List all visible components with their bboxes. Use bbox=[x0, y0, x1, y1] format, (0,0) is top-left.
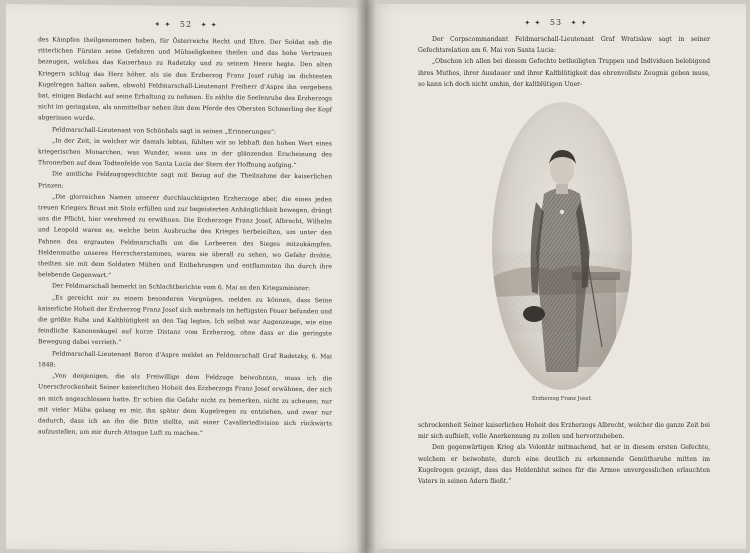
page-number-right: 53 bbox=[549, 18, 563, 27]
left-page bbox=[6, 4, 366, 553]
paragraph: Der Corpscommandant Feldmarschall-Lieutenant Graf Wratislaw sagt in seiner Gefechtsrelation am 6. Mai von Santa Lucia: bbox=[418, 36, 710, 55]
right-page-header bbox=[366, 18, 746, 27]
book-gutter bbox=[356, 0, 376, 553]
ornament-right-a: ✦ ✦ bbox=[524, 19, 542, 27]
portrait-engraving bbox=[492, 102, 632, 390]
paragraph: Der Feldmarschall bemerkt im Schlachtberichte vom 6. Mai an den Kriegsminister: bbox=[52, 282, 311, 293]
ornament-left-b: ✦ ✦ bbox=[200, 21, 218, 30]
paragraph: „Die glorreichen Namen unserer durchlauchtigsten Erzherzoge aber, die eines jeden treuen Kriegers Brust mit Stolz erfüllen und zur begeisterten Anhänglichkeit bewegen, drängt uns die Pflicht, hier verehrend zu erwähnen. Die Erzherzoge Franz Josef, Albrecht, Wilhelm und Leopold waren es, welche beim Ausbruche des Krieges herbeieilten, um unter den Fahnen des ergrauten Feldmarschalls um die Lorbeeren des Sieges mitzukämpfen. Heldenmuthe unseres Herrscherstammes, waren sie überall zu sehen, wo Gefahr drohte, theilten sie mit dem Soldaten Mühen und Entbehrungen und entflammten ihn durch ihre belebende Gegenwart.“ bbox=[38, 193, 332, 280]
right-page-body-bottom bbox=[418, 420, 710, 487]
paragraph: „Es gereicht mir zu einem besonderen Vergnügen, melden zu können, dass Seine kaiserliche Hoheit der Erzherzog Franz Josef sich mehrmals im heftigsten Feuer befunden und die größte Ruhe und Kaltblütigkeit an den Tag legten. Ich selbst war Augenzeuge, wie eine feindliche Kanonenkugel auf kurze Distanz vom Erzherzog, ohne dass er die geringste Bewegung dabei verrieth.“ bbox=[38, 294, 332, 347]
paragraph: Feldmarschall-Lieutenant von Schönhals sagt in seinen „Erinnerungen“: bbox=[52, 126, 277, 136]
right-page-body-top bbox=[418, 34, 710, 90]
paragraph: „Von denjenigen, die als Freiwillige dem Feldzuge beiwohnten, muss ich die Unerschrockenheit Seiner kaiserlichen Hoheit des Erzherzogs Franz Josef erwähnen, der sich an mich angeschlossen hatte. Er schien die Gefahr nicht zu bemerken, nicht zu scheuen; nur mit vieler Mühe gelang es mir, ihn später dem Kugelregen zu entziehen, und zwar nur dadurch, dass ich an ihn die Bitte stellte, mit einer Cavalleriedivision sich rückwärts aufzustellen, um mir durch Attaque Luft zu machen.“ bbox=[38, 372, 332, 438]
portrait-caption: Erzherzog Franz Josef. bbox=[532, 396, 592, 402]
ornament-right-b: ✦ ✦ bbox=[570, 19, 588, 27]
paragraph: Feldmarschall-Lieutenant Baron d'Aspre meldet an Feldmarschall Graf Radetzky, 6. Mai 1848: bbox=[38, 350, 332, 369]
paragraph: Die amtliche Feldzugsgeschichte sagt mit Bezug auf die Theilnahme der kaiserlichen Prinzen: bbox=[38, 170, 332, 190]
right-page bbox=[366, 4, 746, 549]
portrait-figure-image bbox=[492, 102, 632, 390]
paragraph: Den gegenwärtigen Krieg als Volontär mitmachend, hat er in diesem ersten Gefechte, welchem er beiwohnte, durch eine deutlich zu erkennende Gemüthsruhe mitten im Kugelregen gezeigt, dass das Heldenblut seines für die Armee unvergesslichen erlauchten Vaters in seinen Adern fließt.“ bbox=[418, 444, 710, 486]
paragraph: des Kämpfen theilgenommen haben, für Österreichs Recht und Ehre. Der Soldat sah die ritterlichen Fürsten seine Gefahren und Mühseligkeiten theilen und das hohe Vertrauen bezeugen, welches das Kaiserhaus zu Radetzky und zu seinem Heere hegte. Den alten Kriegern schlug das Herz höher, als sie den Erzherzog Franz Josef ruhig im dichtesten Kugelregen halten sahen, obwohl Feldmarschall-Lieutenant Freiherr d'Aspre ihn vergebens bat, einigen Bedacht auf seine Erhaltung zu nehmen. Es zählte die Seelenruhe des Erzherzogs nicht im geringsten, als unmittelbar neben ihm dem Pferde des Obersten Schmerling der Kopf abgerissen wurde. bbox=[38, 36, 332, 123]
left-page-header bbox=[6, 18, 366, 31]
ornament-left-a: ✦ ✦ bbox=[154, 20, 172, 29]
paragraph: „Obschon ich allen bei diesem Gefechte betheiligten Truppen und Individuen belobigend ihres Muthes, ihrer Ausdauer und ihrer Kaltblütigkeit das ehrenvollste Zeugnis geben muss, so kann ich doch nicht umhin, der kaltblütigen Uner- bbox=[418, 58, 710, 88]
page-number-left: 52 bbox=[179, 19, 193, 29]
paragraph: schrockenheit Seiner kaiserlichen Hoheit des Erzherzogs Albrecht, welcher die ganze Zeit bei mir sich aufhielt, volle Anerkennung zu zollen und hervorzuheben. bbox=[418, 422, 710, 441]
left-page-body bbox=[38, 34, 332, 440]
paragraph: „In der Zeit, in welcher wir damals lebten, fühlten wir so lebhaft den hohen Wert eines kriegerischen Monarchen, was Wunder, wenn uns in der glänzenden Erscheinung des Thronerben auf dem Todtenfelde von Santa Lucia der Stern der Hoffnung aufging.“ bbox=[38, 137, 332, 170]
